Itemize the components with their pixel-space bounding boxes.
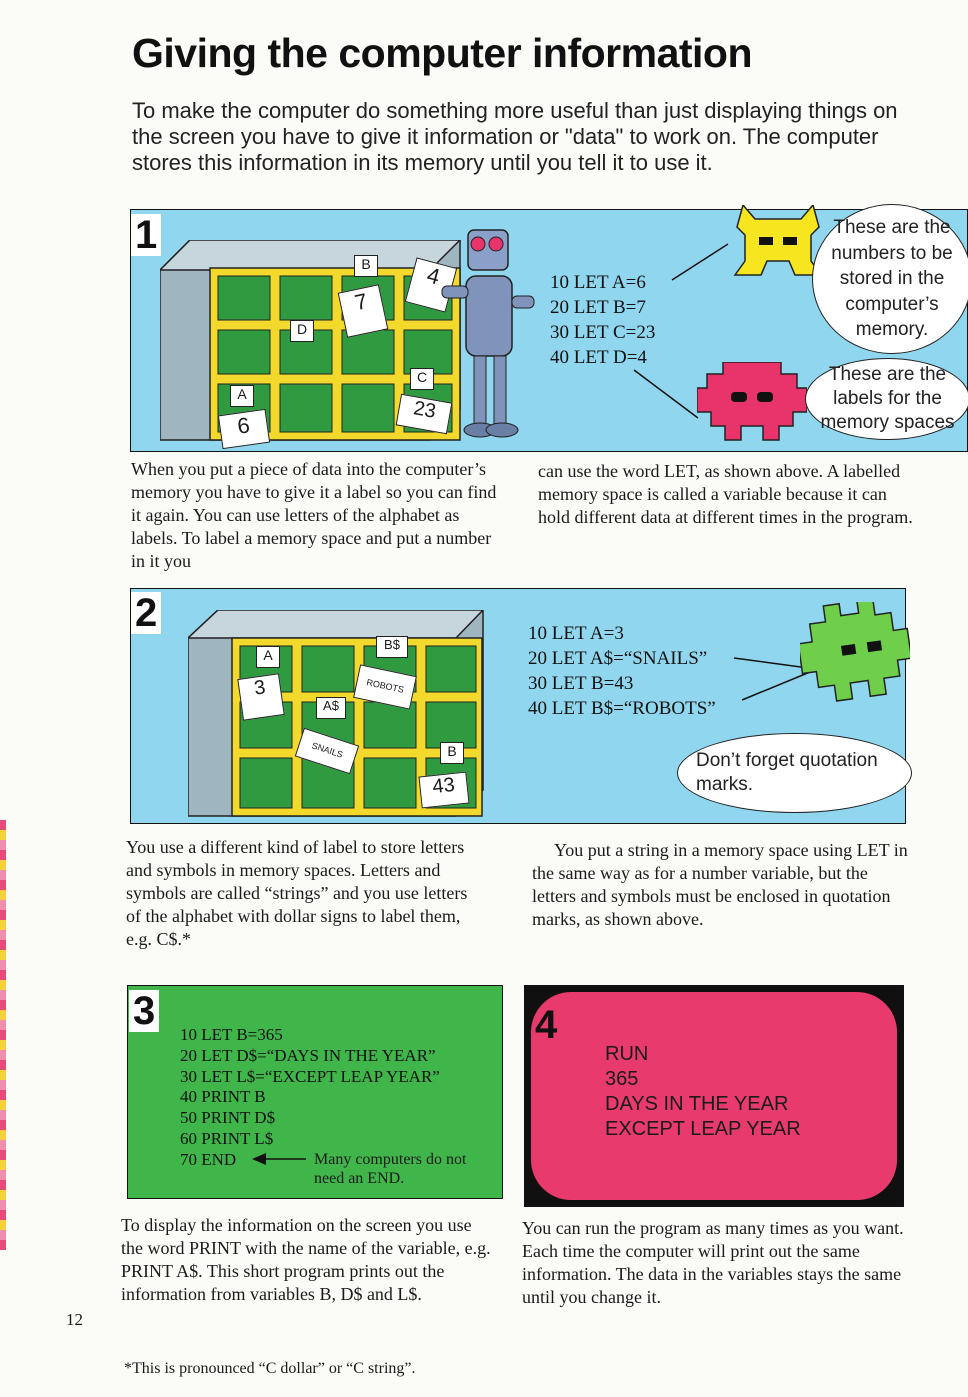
data-paper-23: 23 — [396, 394, 453, 435]
robot-illustration — [440, 220, 540, 445]
label-tag-a: A — [256, 646, 280, 668]
label-tag-d: D — [290, 320, 314, 342]
panel-4-number: 4 — [535, 1003, 558, 1047]
panel-4-text: You can run the program as many times as you want. Each time the computer will print out the same information. The data in the variables stays the same until you change it. — [522, 1218, 904, 1307]
panel-3-text: To display the information on the screen you use the word PRINT with the name of the variable, e.g. PRINT A$. This short program prints out the information from variables B, D$ and L$. — [121, 1215, 491, 1304]
panel-2-text-right: You put a string in a memory space using LET in the same way as for a number variable, but the letters and symbols must be enclosed in quotation marks, as shown above. — [532, 840, 908, 929]
data-paper-6: 6 — [218, 409, 270, 449]
panel-1-number: 1 — [131, 214, 161, 256]
speech-bubble-numbers: These are the numbers to be stored in the computer’s memory. — [812, 204, 968, 354]
footnote: *This is pronounced “C dollar” or “C string”. — [124, 1360, 416, 1377]
panel-1-code: 10 LET A=6 20 LET B=7 30 LET C=23 40 LET D=4 — [550, 272, 656, 368]
panel-3-number: 3 — [129, 990, 159, 1032]
label-tag-b: B — [354, 255, 378, 277]
label-tag-c: C — [410, 368, 434, 390]
intro-paragraph: To make the computer do something more useful than just displaying things on the screen you have to give it information or "data" to work on. The computer stores this information in its memory until you tell it to use it. — [132, 98, 898, 175]
yellow-monster-icon — [733, 205, 823, 285]
panel-2-code: 10 LET A=3 20 LET A$=“SNAILS” 30 LET B=43 40 LET B$=“ROBOTS” — [528, 623, 716, 719]
page-number: 12 — [66, 1310, 83, 1329]
panel-2-text-left: You use a different kind of label to store letters and symbols in memory spaces. Letters and symbols are called “strings” and you use letters of the alphabet with dollar signs to label them, e.g. C$.* — [126, 837, 468, 949]
page-edge-strip — [0, 820, 6, 1250]
data-paper-snails: SNAILS — [295, 728, 359, 774]
speech-bubble-quotation: Don’t forget quotation marks. — [677, 733, 912, 813]
data-paper-robots: ROBOTS — [353, 664, 417, 709]
label-tag-b-dollar: B$ — [376, 636, 408, 658]
data-paper-3: 3 — [237, 673, 284, 720]
screen-output: RUN 365 DAYS IN THE YEAR EXCEPT LEAP YEAR — [605, 1043, 801, 1140]
green-monster-icon — [800, 602, 910, 702]
panel-3-end-note: Many computers do not need an END. — [314, 1151, 467, 1187]
data-paper-4: 4 — [405, 257, 457, 312]
page-title: Giving the computer information — [132, 30, 753, 76]
data-paper-43: 43 — [418, 772, 469, 809]
arrow-left-icon — [252, 1152, 308, 1166]
pink-monster-icon — [697, 362, 807, 442]
speech-bubble-labels: These are the labels for the memory spaces — [805, 358, 968, 440]
label-tag-a: A — [230, 385, 254, 407]
label-tag-a-dollar: A$ — [316, 697, 346, 719]
panel-1-text-left: When you put a piece of data into the computer’s memory you have to give it a label so you can find it again. You can use letters of the alphabet as labels. To label a memory space and put a number in it you — [131, 459, 497, 571]
label-tag-b: B — [440, 742, 464, 764]
panel-3-code: 10 LET B=365 20 LET D$=“DAYS IN THE YEAR” 30 LET L$=“EXCEPT LEAP YEAR” 40 PRINT B 50 PRINT D$ 60 PRINT L$ 70 END — [180, 1025, 440, 1169]
data-paper-7: 7 — [338, 284, 389, 338]
panel-1-text-right: can use the word LET, as shown above. A labelled memory space is called a variable because it can hold different data at different times in the program. — [538, 461, 913, 527]
panel-2-number: 2 — [131, 592, 161, 634]
